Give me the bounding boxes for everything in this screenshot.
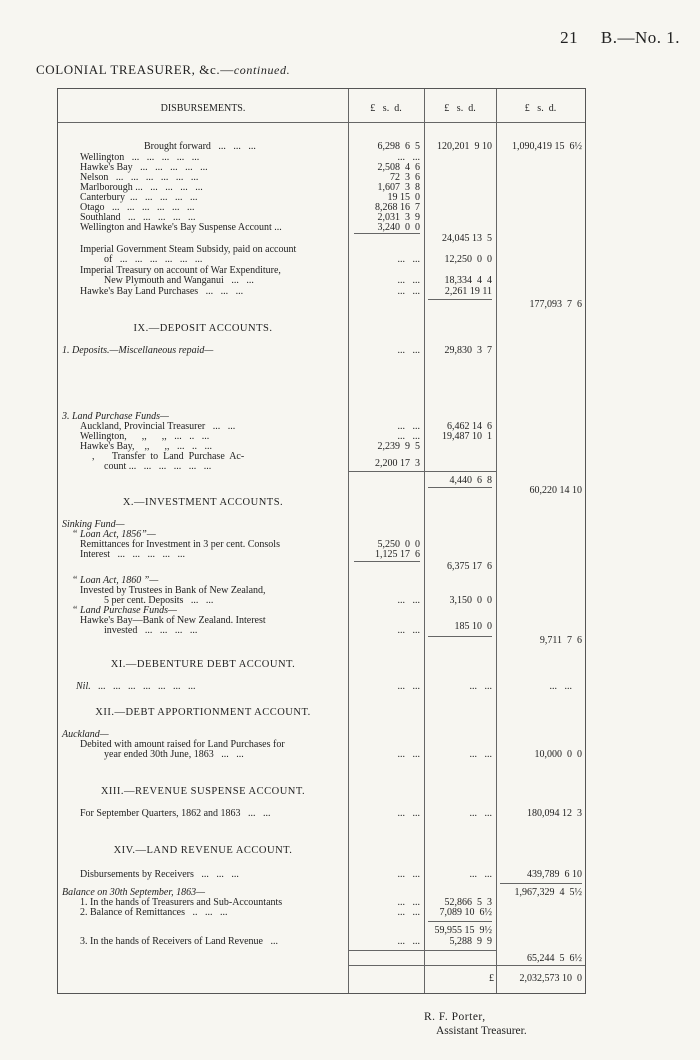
hawkes-bank-label: Hawke's Bay—Bank of New Zealand. Interest bbox=[80, 615, 266, 626]
apportionment-col1: ... ... bbox=[397, 749, 420, 760]
brought-forward-col2: 120,201 9 10 bbox=[437, 141, 492, 152]
province-value: 72 3 6 bbox=[390, 172, 420, 183]
revenue-suspense-col3: 180,094 12 3 bbox=[527, 808, 582, 819]
province-label: Wellington ... ... ... ... ... bbox=[80, 152, 200, 163]
subtotal-rule bbox=[354, 233, 420, 234]
hawkes-land-col2: 2,261 19 11 bbox=[444, 286, 492, 297]
revenue-suspense-label: For September Quarters, 1862 and 1863 ... ... bbox=[80, 808, 271, 819]
signatory-name: R. F. Porter, bbox=[424, 1011, 486, 1023]
transfer-label: , Transfer to Land Purchase Ac- bbox=[92, 451, 245, 462]
apportionment-col3: 10,000 0 0 bbox=[534, 749, 582, 760]
province-value: 8,268 16 7 bbox=[375, 202, 420, 213]
province-value: 19 15 0 bbox=[387, 192, 420, 203]
receivers-balance-label: 3. In the hands of Receivers of Land Revenue ... bbox=[80, 936, 278, 947]
subtotal-rule bbox=[354, 561, 420, 562]
steam-subsidy-col1: ... ... bbox=[397, 254, 420, 265]
province-label: Southland ... ... ... ... ... bbox=[80, 212, 196, 223]
trustees-col2: 3,150 0 0 bbox=[449, 595, 492, 606]
balance-heading: Balance on 30th September, 1863— bbox=[62, 887, 206, 898]
receivers-balance-col2: 5,288 9 9 bbox=[449, 936, 492, 947]
province-value: 2,508 4 6 bbox=[377, 162, 420, 173]
balance-col3-total: 65,244 5 6½ bbox=[527, 953, 582, 964]
hawkes-bank-col2: 185 10 0 bbox=[454, 621, 492, 632]
subtotal-rule bbox=[348, 950, 496, 951]
brought-forward-col1: 6,298 6 5 bbox=[377, 141, 420, 152]
deposit-item-1: 1. Deposits.—Miscellaneous repaid— bbox=[62, 345, 214, 356]
signatory-role: Assistant Treasurer. bbox=[436, 1025, 527, 1037]
hawkes-bank-col1: ... ... bbox=[397, 625, 420, 636]
loan-act-1860: “ Loan Act, 1860 ”— bbox=[72, 575, 159, 586]
deposit-difference: 4,440 6 8 bbox=[449, 475, 492, 486]
auckland-col2: 6,462 14 6 bbox=[447, 421, 492, 432]
section-total: 177,093 7 6 bbox=[529, 299, 582, 310]
hawkes-bank-label-cont: invested ... ... ... ... bbox=[104, 625, 198, 636]
subtotal-rule bbox=[348, 471, 496, 472]
auckland-col1: ... ... bbox=[397, 421, 420, 432]
trustees-label-cont: 5 per cent. Deposits ... ... bbox=[104, 595, 214, 606]
war-expenditure-label: Imperial Treasury on account of War Expenditure, bbox=[80, 265, 281, 276]
revenue-suspense-col2: ... ... bbox=[469, 808, 492, 819]
page-number: 21 bbox=[560, 28, 579, 47]
interest-label: Interest ... ... ... ... ... bbox=[80, 549, 185, 560]
grand-total-value: 2,032,573 10 0 bbox=[519, 973, 582, 984]
apportionment-label-cont: year ended 30th June, 1863 ... ... bbox=[104, 749, 244, 760]
running-total: 1,967,329 4 5½ bbox=[514, 887, 582, 898]
apportionment-auckland: Auckland— bbox=[62, 729, 109, 740]
paper-reference: B.—No. 1. bbox=[600, 28, 680, 47]
page-header bbox=[560, 28, 680, 48]
province-value: 3,240 0 0 bbox=[377, 222, 420, 233]
signature-block bbox=[424, 1010, 527, 1038]
hawkes-land-col1: ... ... bbox=[397, 286, 420, 297]
debenture-nil: Nil. ... ... ... ... ... ... ... bbox=[76, 681, 196, 692]
war-expenditure-label-cont: New Plymouth and Wanganui ... ... bbox=[104, 275, 254, 286]
province-value: 1,607 3 8 bbox=[377, 182, 420, 193]
steam-subsidy-label: Imperial Government Steam Subsidy, paid on account bbox=[80, 244, 297, 255]
trustees-col1: ... ... bbox=[397, 595, 420, 606]
column-2-header: £ s. d. bbox=[444, 103, 476, 114]
debenture-heading: XI.—DEBENTURE DEBT ACCOUNT. bbox=[110, 659, 296, 670]
land-revenue-heading: XIV.—LAND REVENUE ACCOUNT. bbox=[113, 845, 293, 856]
subtotal-rule bbox=[500, 883, 582, 884]
province-label: Otago ... ... ... ... ... ... bbox=[80, 202, 195, 213]
revenue-suspense-col1: ... ... bbox=[397, 808, 420, 819]
province-value: 2,031 3 9 bbox=[377, 212, 420, 223]
investment-total: 9,711 7 6 bbox=[539, 635, 582, 646]
balance-sum: 59,955 15 9½ bbox=[434, 925, 492, 936]
remittances-label: Remittances for Investment in 3 per cent. Consols bbox=[80, 539, 280, 550]
column-1-header: £ s. d. bbox=[370, 103, 402, 114]
treasurers-balance-col2: 52,866 5 3 bbox=[444, 897, 492, 908]
hawkes-col1: 2,239 9 5 bbox=[377, 441, 420, 452]
debenture-col3: ... ... bbox=[549, 681, 572, 692]
war-expenditure-col1: ... ... bbox=[397, 275, 420, 286]
remittances-balance-col1: ... ... bbox=[397, 907, 420, 918]
auckland-treasurer: Auckland, Provincial Treasurer ... ... bbox=[80, 421, 236, 432]
debenture-col2: ... ... bbox=[469, 681, 492, 692]
deposit-item-1-col2: 29,830 3 7 bbox=[444, 345, 492, 356]
steam-subsidy-col2: 12,250 0 0 bbox=[444, 254, 492, 265]
province-label: Wellington and Hawke's Bay Suspense Account ... bbox=[80, 222, 282, 233]
land-revenue-label: Disbursements by Receivers ... ... ... bbox=[80, 869, 239, 880]
subtotal-rule bbox=[428, 921, 492, 922]
hawkes-land-label: Hawke's Bay Land Purchases ... ... ... bbox=[80, 286, 244, 297]
province-label: Hawke's Bay ... ... ... ... ... bbox=[80, 162, 208, 173]
deposit-heading: IX.—DEPOSIT ACCOUNTS. bbox=[133, 323, 273, 334]
column-divider bbox=[424, 89, 425, 993]
land-purchase-funds-quote: “ Land Purchase Funds— bbox=[72, 605, 177, 616]
subtotal-rule bbox=[428, 299, 492, 300]
page-title: COLONIAL TREASURER, &c.—continued. bbox=[36, 62, 291, 77]
receivers-balance-col1: ... ... bbox=[397, 936, 420, 947]
subtotal-rule bbox=[428, 636, 492, 637]
remittances-col1: 5,250 0 0 bbox=[377, 539, 420, 550]
header-rule bbox=[58, 122, 585, 123]
land-revenue-col3: 439,789 6 10 bbox=[527, 869, 582, 880]
provinces-total: 24,045 13 5 bbox=[442, 233, 492, 244]
brought-forward-col3: 1,090,419 15 6½ bbox=[512, 141, 582, 152]
total-rule bbox=[348, 965, 585, 966]
deposit-item-1-col1: ... ... bbox=[397, 345, 420, 356]
disbursements-table bbox=[57, 88, 586, 994]
loan-act-1856: “ Loan Act, 1856”— bbox=[72, 529, 156, 540]
column-3-header: £ s. d. bbox=[524, 103, 557, 114]
remittances-balance-col2: 7,089 10 6½ bbox=[439, 907, 492, 918]
land-revenue-col2: ... ... bbox=[469, 869, 492, 880]
war-expenditure-col2: 18,334 4 4 bbox=[444, 275, 492, 286]
hawkes-treasurer: Hawke's Bay, ,, ,, ... .. ... bbox=[80, 441, 212, 452]
province-label: Marlborough ... ... ... ... ... bbox=[80, 182, 203, 193]
revenue-suspense-heading: XIII.—REVENUE SUSPENSE ACCOUNT. bbox=[100, 786, 306, 797]
remittances-balance-label: 2. Balance of Remittances .. ... ... bbox=[80, 907, 228, 918]
province-label: Canterbury ... ... ... ... ... bbox=[80, 192, 198, 203]
investment-heading: X.—INVESTMENT ACCOUNTS. bbox=[122, 497, 284, 508]
treasurers-balance-col1: ... ... bbox=[397, 897, 420, 908]
column-divider bbox=[496, 89, 497, 993]
wellington-treasurer: Wellington, ,, ,, ... .. ... bbox=[80, 431, 210, 442]
trustees-label: Invested by Trustees in Bank of New Zealand, bbox=[80, 585, 266, 596]
grand-total-symbol: £ bbox=[489, 973, 494, 984]
debenture-col1: ... ... bbox=[397, 681, 420, 692]
province-value: ... ... bbox=[397, 152, 420, 163]
apportionment-label: Debited with amount raised for Land Purchases for bbox=[80, 739, 285, 750]
wellington-col2: 19,487 10 1 bbox=[442, 431, 492, 442]
disbursements-heading: DISBURSEMENTS. bbox=[160, 103, 246, 114]
transfer-col1: 2,200 17 3 bbox=[375, 458, 420, 469]
transfer-label-cont: count ... ... ... ... ... ... bbox=[104, 461, 212, 472]
brought-forward-label: Brought forward ... ... ... bbox=[144, 141, 256, 152]
deposit-total: 60,220 14 10 bbox=[529, 485, 582, 496]
province-label: Nelson ... ... ... ... ... ... bbox=[80, 172, 199, 183]
apportionment-col2: ... ... bbox=[469, 749, 492, 760]
sinking-subtotal: 6,375 17 6 bbox=[447, 561, 492, 572]
land-revenue-col1: ... ... bbox=[397, 869, 420, 880]
interest-col1: 1,125 17 6 bbox=[375, 549, 420, 560]
treasurers-balance-label: 1. In the hands of Treasurers and Sub-Accountants bbox=[80, 897, 283, 908]
sinking-fund: Sinking Fund— bbox=[62, 519, 125, 530]
subtotal-rule bbox=[428, 487, 492, 488]
apportionment-heading: XII.—DEBT APPORTIONMENT ACCOUNT. bbox=[95, 707, 311, 718]
steam-subsidy-label-cont: of ... ... ... ... ... ... bbox=[104, 254, 203, 265]
land-purchase-funds: 3. Land Purchase Funds— bbox=[62, 411, 169, 422]
wellington-col1: ... ... bbox=[397, 431, 420, 442]
